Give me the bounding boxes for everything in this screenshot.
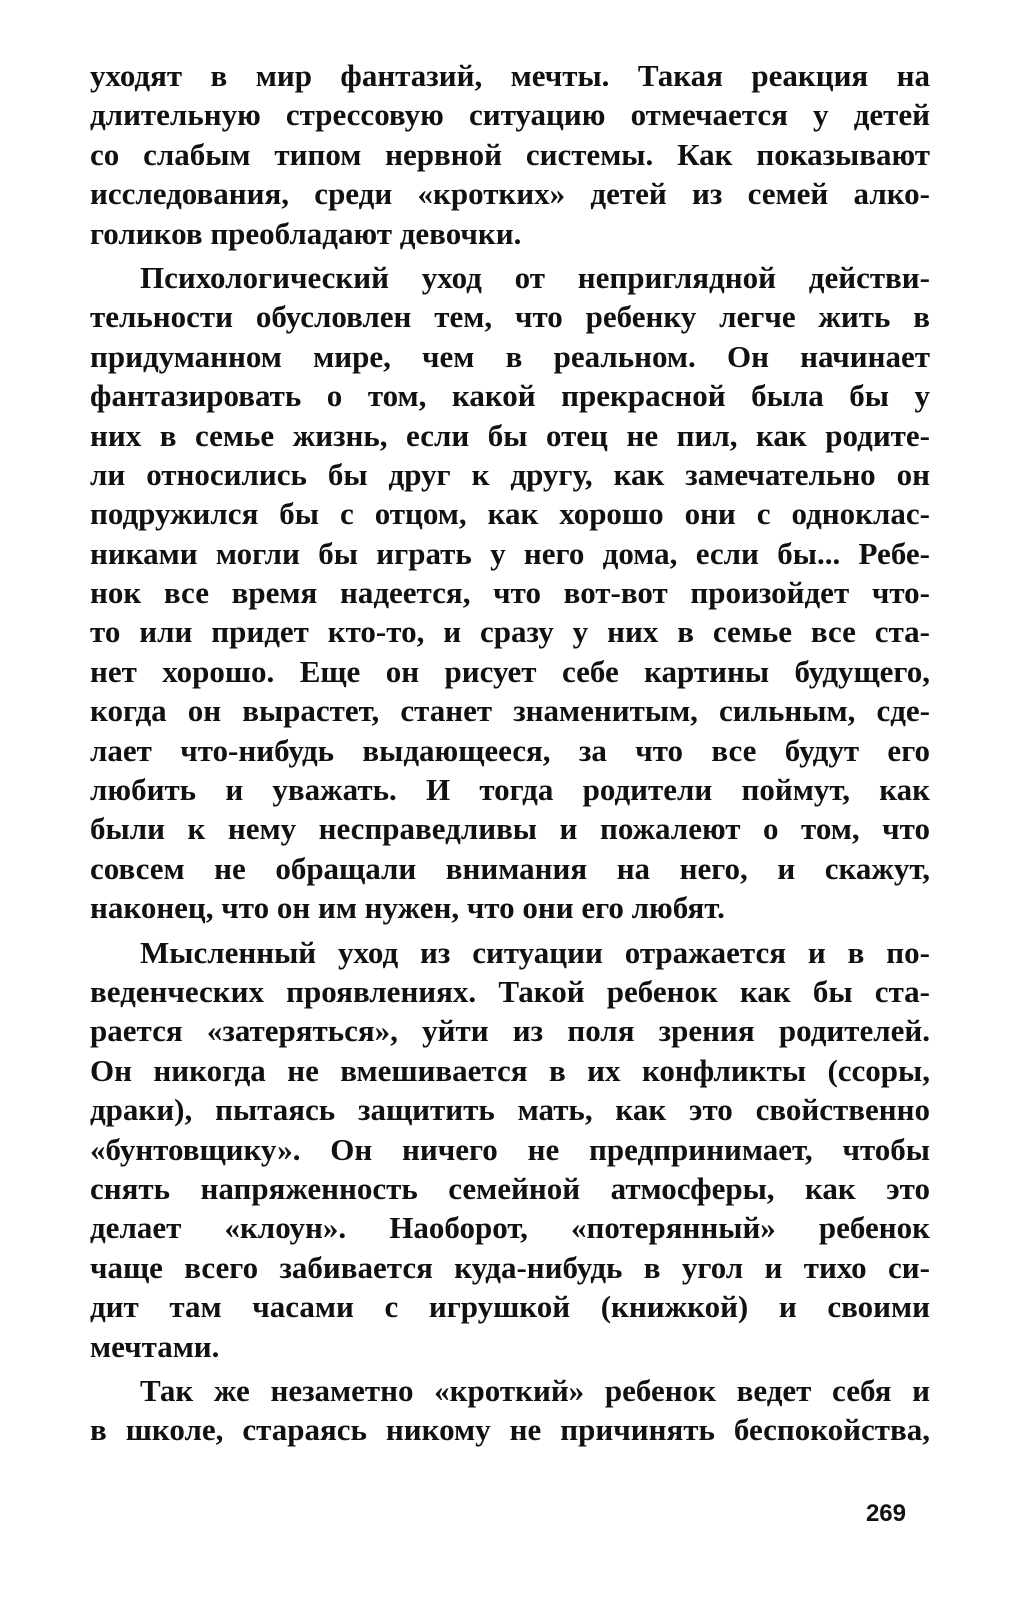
text-line: Он никогда не вмешивается в их конфликты (ссоры, [90, 1052, 930, 1088]
text-line: придуманном мире, чем в реальном. Он начинает [90, 338, 930, 374]
text-line: уходят в мир фантазий, мечты. Такая реакция на [90, 58, 930, 93]
text-line: снять напряженность семейной атмосферы, как это [90, 1170, 930, 1206]
text-line: голиков преобладают девочки. [90, 215, 522, 251]
text-line: в школе, стараясь никому не причинять беспокойства, [90, 1412, 930, 1448]
text-line: фантазировать о том, какой прекрасной была бы у [90, 378, 930, 414]
text-line: «бунтовщику». Он ничего не предпринимает, чтобы [90, 1131, 930, 1167]
text-line: любить и уважать. И тогда родители поймут, как [90, 772, 930, 808]
text-line: ли относились бы друг к другу, как замечательно он [90, 456, 930, 492]
text-line: длительную стрессовую ситуацию отмечается у детей [90, 97, 930, 133]
text-line: совсем не обращали внимания на него, и скажут, [90, 850, 930, 886]
text-line: когда он вырастет, станет знаменитым, сильным, сде- [90, 693, 930, 729]
text-line: нок все время надеется, что вот-вот произойдет что- [90, 575, 930, 611]
text-line: рается «затеряться», уйти из поля зрения родителей. [90, 1013, 930, 1049]
text-line: делает «клоун». Наоборот, «потерянный» ребенок [90, 1210, 930, 1246]
text-line: подружился бы с отцом, как хорошо они с одноклас- [90, 496, 930, 532]
page-number: 269 [865, 1500, 906, 1527]
text-line: лает что-нибудь выдающееся, за что все будут его [90, 732, 930, 768]
book-page [90, 56, 930, 1596]
text-line: наконец, что он им нужен, что они его любят. [90, 890, 725, 926]
text-line: то или придет кто-то, и сразу у них в семье все ста- [90, 614, 930, 650]
text-line: драки), пытаясь защитить мать, как это свойственно [90, 1092, 930, 1128]
paragraph-2 [90, 258, 930, 928]
text-line: никами могли бы играть у него дома, если бы... Ребе- [90, 535, 930, 571]
text-line: нет хорошо. Еще он рисует себе картины будущего, [90, 653, 930, 689]
text-line: дит там часами с игрушкой (книжкой) и своими [90, 1289, 930, 1325]
paragraph-3 [90, 933, 930, 1366]
text-line: Так же незаметно «кроткий» ребенок ведет себя и [140, 1372, 930, 1408]
text-line: мечтами. [90, 1328, 220, 1364]
text-line: тельности обусловлен тем, что ребенку легче жить в [90, 299, 930, 335]
text-line: Мысленный уход из ситуации отражается и в по- [140, 934, 930, 970]
paragraph-1 [90, 56, 930, 253]
page-text [90, 56, 930, 1450]
text-line: были к нему несправедливы и пожалеют о том, что [90, 811, 930, 847]
text-line: со слабым типом нервной системы. Как показывают [90, 136, 930, 172]
text-line: них в семье жизнь, если бы отец не пил, как родите- [90, 417, 930, 453]
text-line: веденческих проявлениях. Такой ребенок как бы ста- [90, 973, 930, 1009]
text-line: исследования, среди «кротких» детей из семей алко- [90, 176, 930, 212]
paragraph-4 [90, 1371, 930, 1450]
text-line: чаще всего забивается куда-нибудь в угол и тихо си- [90, 1249, 930, 1285]
text-line: Психологический уход от неприглядной действи- [140, 259, 930, 295]
